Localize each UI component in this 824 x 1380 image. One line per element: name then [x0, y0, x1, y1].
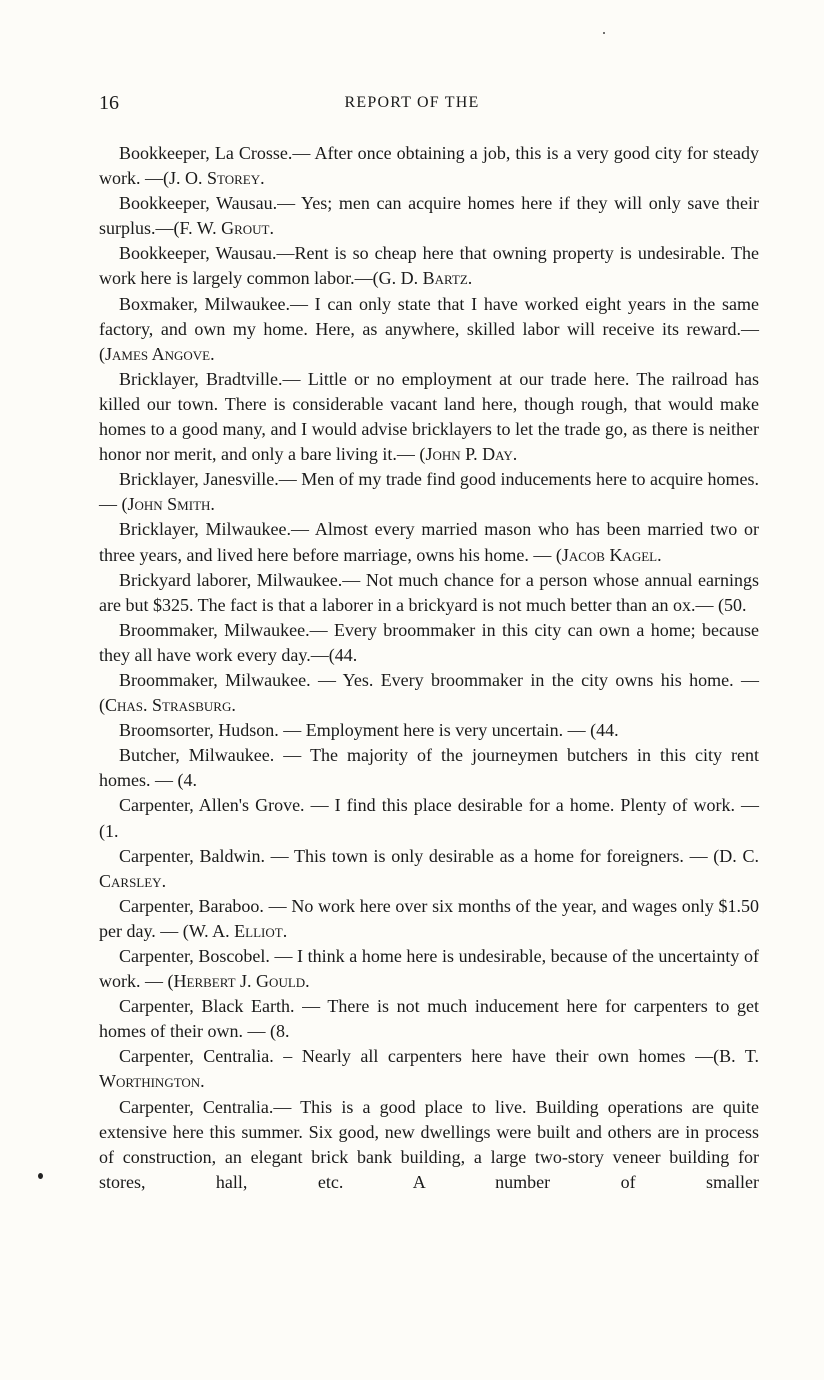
entry: Bookkeeper, La Crosse.— After once obtaining a job, this is a very good city for steady work. —(J. O. Storey.	[99, 143, 759, 189]
page-number: 16	[99, 92, 119, 114]
entry: Carpenter, Allen's Grove. — I find this place desirable for a home. Plenty of work. — (1.	[99, 795, 759, 841]
entry: Bricklayer, Milwaukee.— Almost every married mason who has been married two or three years, and lived here before marriage, owns his home. — (Jacob Kagel.	[99, 519, 759, 565]
running-head: REPORT OF THE	[344, 94, 480, 111]
entry: Carpenter, Black Earth. — There is not much inducement here for carpenters to get homes of their own. — (8.	[99, 996, 759, 1042]
entry: Boxmaker, Milwaukee.— I can only state that I have worked eight years in the same factory, and own my home. Here, as anywhere, skilled labor will receive its reward.—(James Angove.	[99, 293, 759, 364]
entry: Carpenter, Boscobel. — I think a home here is undesirable, because of the uncertainty of work. — (Herbert J. Gould.	[99, 946, 759, 992]
entry: Broommaker, Milwaukee. — Yes. Every broommaker in the city owns his home. — (Chas. Strasburg.	[99, 669, 759, 716]
speck-mark	[38, 1173, 43, 1179]
entry: Carpenter, Baldwin. — This town is only desirable as a home for foreigners. — (D. C. Carsley.	[99, 845, 759, 891]
body-text	[99, 141, 759, 1195]
entry: Bricklayer, Janesville.— Men of my trade find good inducements here to acquire homes.— (John Smith.	[99, 469, 759, 515]
entry: Brickyard laborer, Milwaukee.— Not much chance for a person whose annual earnings are but $325. The fact is that a laborer in a brickyard is not much better than an ox.— (50.	[99, 569, 759, 615]
entry: Carpenter, Centralia. – Nearly all carpenters here have their own homes —(B. T. Worthington.	[99, 1046, 759, 1092]
speck-mark-top	[603, 32, 605, 34]
entry: Bookkeeper, Wausau.— Yes; men can acquire homes here if they will only save their surplus.—(F. W. Grout.	[99, 193, 759, 239]
entry: Broommaker, Milwaukee.— Every broommaker in this city can own a home; because they all have work every day.—(44.	[99, 619, 759, 665]
entry: Carpenter, Baraboo. — No work here over six months of the year, and wages only $1.50 per day. — (W. A. Elliot.	[99, 895, 759, 941]
entry: Carpenter, Centralia.— This is a good place to live. Building operations are quite extensive here this summer. Six good, new dwellings were built and others are in process of construction, an elegant brick bank building, a large two-story veneer building for stores, hall, etc. A number of smaller	[99, 1096, 759, 1192]
entry: Bricklayer, Bradtville.— Little or no employment at our trade here. The railroad has killed our town. There is considerable vacant land here, though rough, that would make homes to a good many, and I would advise bricklayers to let the trade go, as there is neither honor nor merit, and only a bare living it.— (John P. Day.	[99, 368, 759, 465]
entry: Broomsorter, Hudson. — Employment here is very uncertain. — (44.	[119, 720, 619, 741]
entry: Butcher, Milwaukee. — The majority of the journeymen butchers in this city rent homes. — (4.	[99, 745, 759, 791]
entry: Bookkeeper, Wausau.—Rent is so cheap here that owning property is undesirable. The work here is largely common labor.—(G. D. Bartz.	[99, 243, 759, 289]
